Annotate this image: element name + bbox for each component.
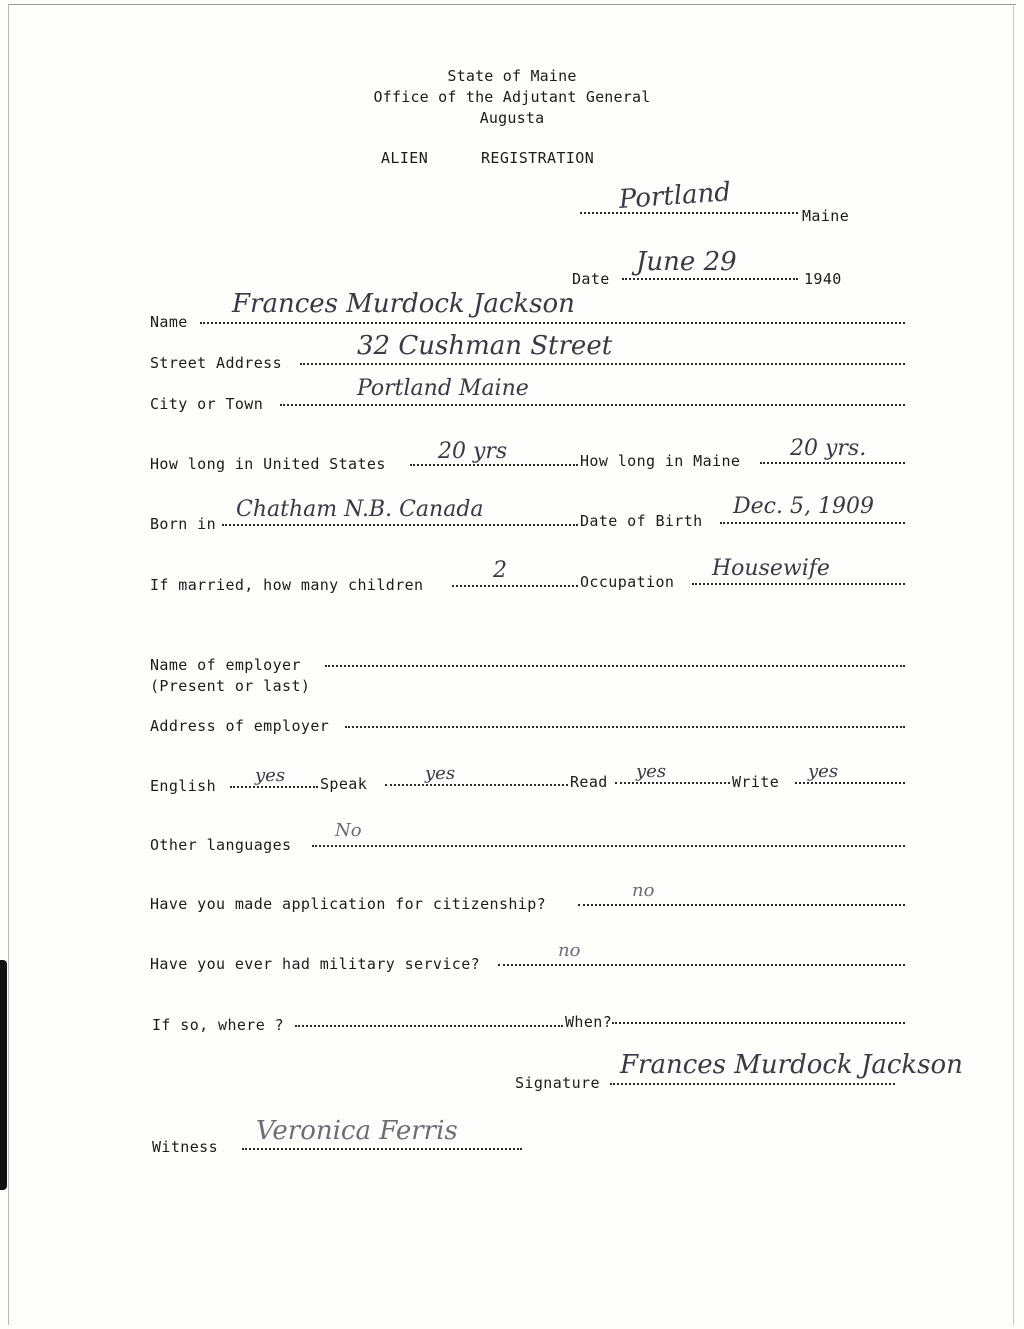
us-duration-dots [410, 464, 578, 466]
write-label: Write [732, 773, 780, 791]
maine-duration-label: How long in Maine [580, 452, 741, 470]
date-dots [622, 278, 798, 280]
name-dots [200, 322, 905, 324]
header-office: Office of the Adjutant General [373, 88, 651, 106]
place-label: Maine [802, 207, 850, 225]
page-border-top [8, 4, 1016, 5]
write-value: yes [808, 761, 839, 782]
date-label: Date [572, 270, 610, 288]
employer-dots [325, 665, 905, 667]
employer-address-dots [345, 726, 905, 728]
citizenship-value: no [632, 880, 655, 901]
where-dots [295, 1025, 563, 1027]
read-value: yes [636, 761, 667, 782]
citizenship-label: Have you made application for citizenship? [150, 895, 547, 913]
english-dots [230, 786, 318, 788]
english-value: yes [255, 765, 286, 786]
us-duration-label: How long in United States [150, 455, 386, 473]
street-value: 32 Cushman Street [357, 331, 613, 361]
speak-value: yes [425, 763, 456, 784]
birth-date-value: Dec. 5, 1909 [733, 494, 874, 519]
witness-dots [242, 1148, 522, 1150]
write-dots [795, 782, 905, 784]
city-label: City or Town [150, 395, 264, 413]
born-in-dots [222, 524, 578, 526]
scan-edge-mark [0, 960, 7, 1190]
children-dots [452, 585, 578, 587]
speak-label: Speak [320, 775, 368, 793]
other-languages-label: Other languages [150, 836, 292, 854]
citizenship-dots [578, 904, 905, 906]
employer-sublabel: (Present or last) [150, 677, 311, 695]
children-value: 2 [493, 558, 507, 583]
witness-label: Witness [152, 1138, 219, 1156]
occupation-value: Housewife [712, 556, 830, 581]
maine-duration-value: 20 yrs. [790, 436, 867, 461]
date-value: June 29 [636, 247, 737, 277]
other-languages-value: No [335, 820, 362, 841]
birth-date-label: Date of Birth [580, 512, 703, 530]
name-label: Name [150, 313, 188, 331]
header-city: Augusta [479, 109, 545, 127]
signature-label: Signature [515, 1074, 600, 1092]
street-label: Street Address [150, 354, 283, 372]
other-languages-dots [312, 845, 905, 847]
read-dots [615, 782, 730, 784]
date-year: 1940 [804, 270, 842, 288]
children-label: If married, how many children [150, 576, 424, 594]
place-value: Portland [617, 177, 732, 215]
when-dots [612, 1022, 905, 1024]
us-duration-value: 20 yrs [438, 439, 508, 464]
occupation-dots [692, 583, 905, 585]
occupation-label: Occupation [580, 573, 675, 591]
employer-address-label: Address of employer [150, 717, 330, 735]
military-dots [498, 964, 905, 966]
maine-duration-dots [760, 462, 905, 464]
witness-value: Veronica Ferris [256, 1116, 458, 1146]
employer-label: Name of employer [150, 656, 301, 674]
where-label: If so, where ? [152, 1016, 285, 1034]
city-dots [280, 404, 905, 406]
street-dots [300, 363, 905, 365]
signature-dots [610, 1083, 895, 1085]
born-in-value: Chatham N.B. Canada [236, 497, 484, 522]
military-value: no [558, 940, 581, 961]
page-border-right [1013, 4, 1014, 1325]
signature-value: Frances Murdock Jackson [620, 1050, 963, 1080]
speak-dots [385, 784, 568, 786]
when-label: When? [565, 1013, 613, 1031]
page-border-left [8, 4, 9, 1325]
header-alien: ALIEN [381, 149, 429, 167]
header-state: State of Maine [447, 67, 577, 85]
english-label: English [150, 777, 217, 795]
place-dots [580, 212, 798, 214]
birth-date-dots [720, 522, 905, 524]
military-label: Have you ever had military service? [150, 955, 481, 973]
read-label: Read [570, 773, 608, 791]
name-value: Frances Murdock Jackson [232, 289, 575, 319]
born-in-label: Born in [150, 515, 217, 533]
header-registration: REGISTRATION [481, 149, 595, 167]
city-value: Portland Maine [357, 376, 529, 401]
